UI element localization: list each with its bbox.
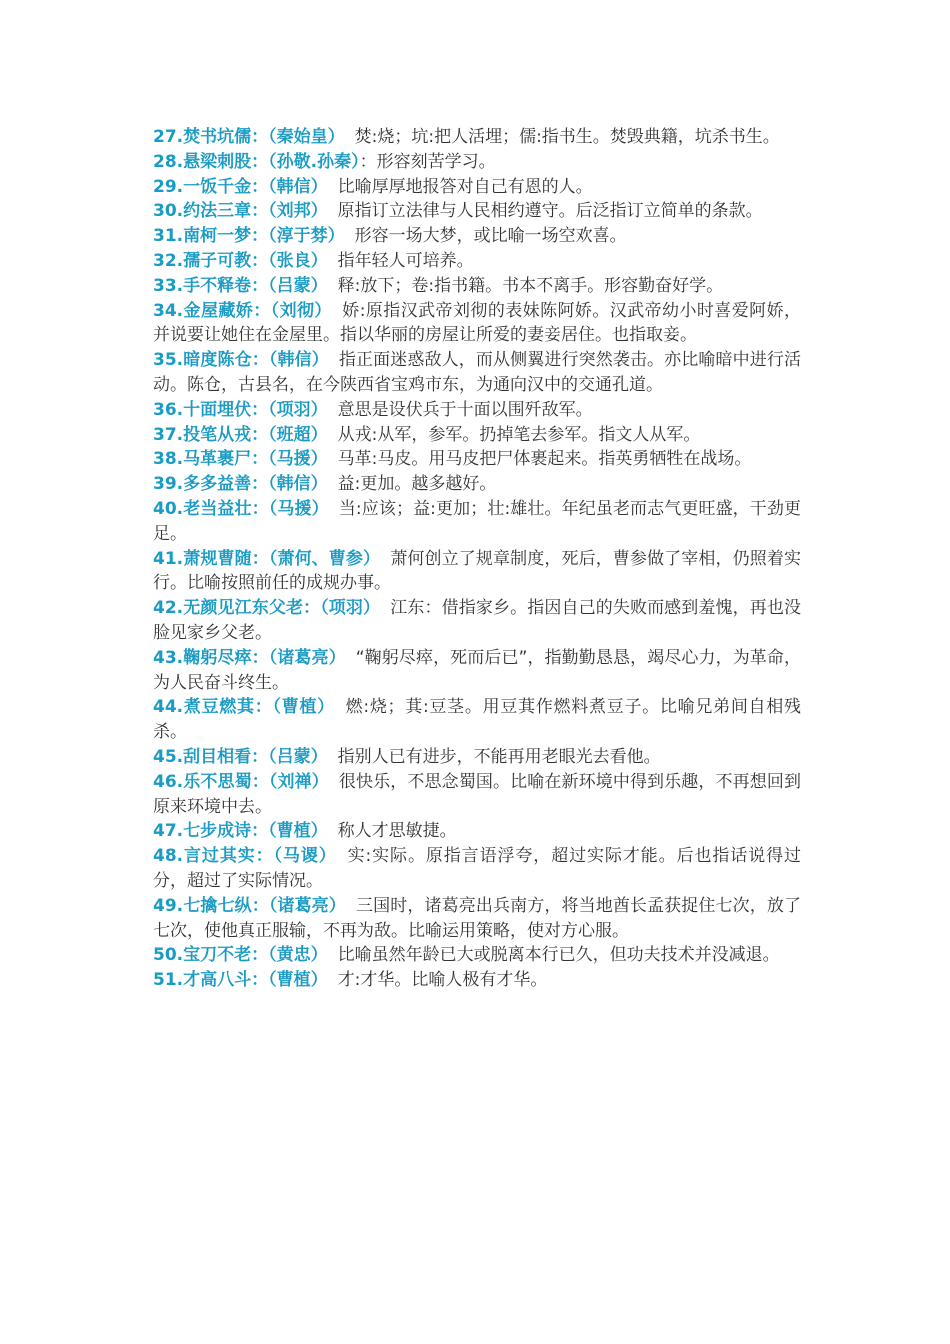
idiom-title: 30.约法三章：: [153, 201, 269, 222]
idiom-entry-48: [153, 844, 801, 894]
idiom-title: 51.才高八斗：: [153, 970, 269, 991]
idiom-entry-38: [153, 447, 801, 472]
idiom-explanation: 马革:马皮。用马皮把尸体裹起来。指英勇牺牲在战场。: [337, 449, 752, 470]
idiom-title: 31.南柯一梦：: [153, 226, 269, 247]
idiom-title: 27.焚书坑儒：: [153, 127, 269, 147]
idiom-title: 48.言过其实：: [153, 846, 274, 867]
idiom-entry-39: [153, 472, 801, 497]
idiom-title: 38.马革裹尸：: [153, 449, 269, 470]
idiom-person: （曹植）: [268, 821, 328, 842]
idiom-entry-31: [153, 224, 801, 249]
idiom-explanation: 燃:烧；萁:豆茎。用豆萁作燃料煮豆子。比喻兄弟间自相残杀。: [153, 697, 801, 743]
idiom-entry-28: [153, 150, 801, 175]
idiom-entry-33: [153, 274, 801, 299]
idiom-explanation: 指别人已有进步，不能再用老眼光去看他。: [337, 746, 661, 767]
idiom-title: 39.多多益善：: [153, 474, 269, 495]
idiom-explanation: 意思是设伏兵于十面以围歼敌军。: [337, 399, 593, 420]
idiom-title: 32.孺子可教：: [153, 250, 269, 271]
idiom-title: 45.刮目相看：: [153, 746, 269, 767]
idiom-explanation: 很快乐，不思念蜀国。比喻在新环境中得到乐趣，不再想回到原来环境中去。: [153, 771, 802, 817]
idiom-title: 49.七擒七纵：: [153, 895, 269, 916]
idiom-entry-36: [153, 398, 801, 423]
idiom-entry-51: [153, 968, 801, 993]
idiom-person: （刘彻）: [270, 300, 332, 321]
idiom-person: （刘禅）: [268, 771, 329, 792]
idiom-explanation: 才:才华。比喻人极有才华。: [337, 970, 548, 991]
idiom-person: （萧何、曹参）: [268, 548, 381, 569]
idiom-person: （马援）: [268, 449, 328, 470]
idiom-entry-40: [153, 497, 801, 547]
idiom-explanation: 萧何创立了规章制度，死后，曹参做了宰相，仍照着实行。比喻按照前任的成规办事。: [153, 548, 801, 594]
idiom-explanation: 益:更加。越多越好。: [337, 474, 497, 495]
idiom-entry-43: [153, 646, 801, 696]
idiom-entry-47: [153, 819, 801, 844]
idiom-person: （孙敬.孙秦）: [268, 151, 360, 172]
idiom-explanation: 江东：借指家乡。指因自己的失败而感到羞愧，再也没脸见家乡父老。: [153, 598, 802, 643]
idiom-person: （吕蒙）: [268, 746, 328, 767]
idiom-entry-35: [153, 348, 801, 398]
idiom-person: （秦始皇）: [268, 127, 345, 147]
idiom-explanation: ：形容刻苦学习。: [359, 151, 496, 172]
idiom-title: 36.十面埋伏：: [153, 399, 269, 420]
idiom-person: （班超）: [268, 424, 328, 445]
idiom-entry-34: [153, 299, 801, 349]
idiom-person: （韩信）: [268, 350, 329, 371]
idiom-title: 42.无颜见江东父老：: [153, 598, 321, 619]
idiom-explanation: 三国时，诸葛亮出兵南方，将当地酋长孟获捉住七次，放了七次，使他真正服输，不再为敌。比喻运用策略，使对方心服。: [153, 895, 801, 941]
idiom-person: （黄忠）: [268, 945, 328, 966]
idiom-person: （诸葛亮）: [268, 895, 346, 916]
idiom-title: 41.萧规曹随：: [153, 548, 269, 569]
idiom-entry-32: [153, 249, 801, 274]
idiom-title: 28.悬梁刺股：: [153, 151, 269, 172]
idiom-title: 44.煮豆燃萁：: [153, 697, 273, 718]
idiom-title: 47.七步成诗：: [153, 821, 269, 842]
idiom-person: （韩信）: [268, 474, 328, 495]
idiom-title: 34.金屋藏娇：: [153, 300, 271, 321]
idiom-explanation: 释:放下；卷:指书籍。书本不离手。形容勤奋好学。: [337, 275, 724, 296]
idiom-person: （诸葛亮）: [268, 647, 346, 668]
idiom-explanation: 原指订立法律与人民相约遵守。后泛指订立简单的条款。: [337, 201, 763, 222]
idiom-title: 35.暗度陈仓：: [153, 350, 269, 371]
idiom-entry-49: [153, 894, 801, 944]
idiom-person: （曹植）: [272, 697, 335, 718]
idiom-title: 40.老当益壮：: [153, 498, 269, 519]
idiom-title: 43.鞠躬尽瘁：: [153, 647, 269, 668]
idiom-person: （张良）: [268, 250, 328, 271]
document-page: [153, 125, 801, 993]
idiom-person: （淳于棼）: [268, 226, 345, 247]
idiom-explanation: 比喻虽然年龄已大或脱离本行已久，但功夫技术并没减退。: [337, 945, 780, 966]
idiom-explanation: 比喻厚厚地报答对自己有恩的人。: [337, 176, 593, 197]
idiom-entry-46: [153, 770, 801, 820]
idiom-explanation: 当:应该；益:更加；壮:雄壮。年纪虽老而志气更旺盛，干劲更足。: [153, 498, 801, 544]
idiom-explanation: 焚:烧；坑:把人活埋；儒:指书生。焚毁典籍，坑杀书生。: [354, 127, 780, 147]
idiom-explanation: 娇:原指汉武帝刘彻的表妹陈阿娇。汉武帝幼小时喜爱阿娇，并说要让她住在金屋里。指以华丽的房屋让所爱的妻妾居住。也指取妾。: [153, 300, 801, 346]
idiom-person: （马谡）: [273, 846, 337, 867]
idiom-explanation: 从戎:从军，参军。扔掉笔去参军。指文人从军。: [337, 424, 701, 445]
idiom-entry-44: [153, 695, 801, 745]
idiom-title: 50.宝刀不老：: [153, 945, 269, 966]
idiom-explanation: 指年轻人可培养。: [337, 250, 474, 271]
idiom-explanation: 指正面迷惑敌人，而从侧翼进行突然袭击。亦比喻暗中进行活动。陈仓，古县名，在今陕西省宝鸡市东，为通向汉中的交通孔道。: [153, 350, 802, 395]
idiom-explanation: 形容一场大梦，或比喻一场空欢喜。: [354, 226, 627, 247]
idiom-explanation: “鞠躬尽瘁，死而后已”，指勤勤恳恳，竭尽心力，为革命，为人民奋斗终生。: [153, 647, 801, 693]
idiom-person: （吕蒙）: [268, 275, 328, 296]
idiom-entry-41: [153, 547, 801, 597]
idiom-explanation: 称人才思敏捷。: [337, 821, 457, 842]
idiom-person: （项羽）: [320, 598, 381, 619]
idiom-person: （刘邦）: [268, 201, 328, 222]
idiom-title: 33.手不释卷：: [153, 275, 269, 296]
idiom-person: （韩信）: [268, 176, 328, 197]
idiom-entry-37: [153, 423, 801, 448]
idiom-entry-42: [153, 596, 801, 646]
idiom-title: 46.乐不思蜀：: [153, 771, 269, 792]
idiom-person: （项羽）: [268, 399, 328, 420]
idiom-title: 29.一饭千金：: [153, 176, 269, 197]
idiom-entry-29: [153, 175, 801, 200]
idiom-entry-50: [153, 943, 801, 968]
idiom-entry-45: [153, 745, 801, 770]
idiom-title: 37.投笔从戎：: [153, 424, 269, 445]
idiom-explanation: 实:实际。原指言语浮夸，超过实际才能。后也指话说得过分，超过了实际情况。: [153, 846, 802, 891]
idiom-person: （曹植）: [268, 970, 328, 991]
idiom-entry-30: [153, 199, 801, 224]
idiom-entry-27: [153, 125, 801, 150]
idiom-person: （马援）: [268, 498, 329, 519]
